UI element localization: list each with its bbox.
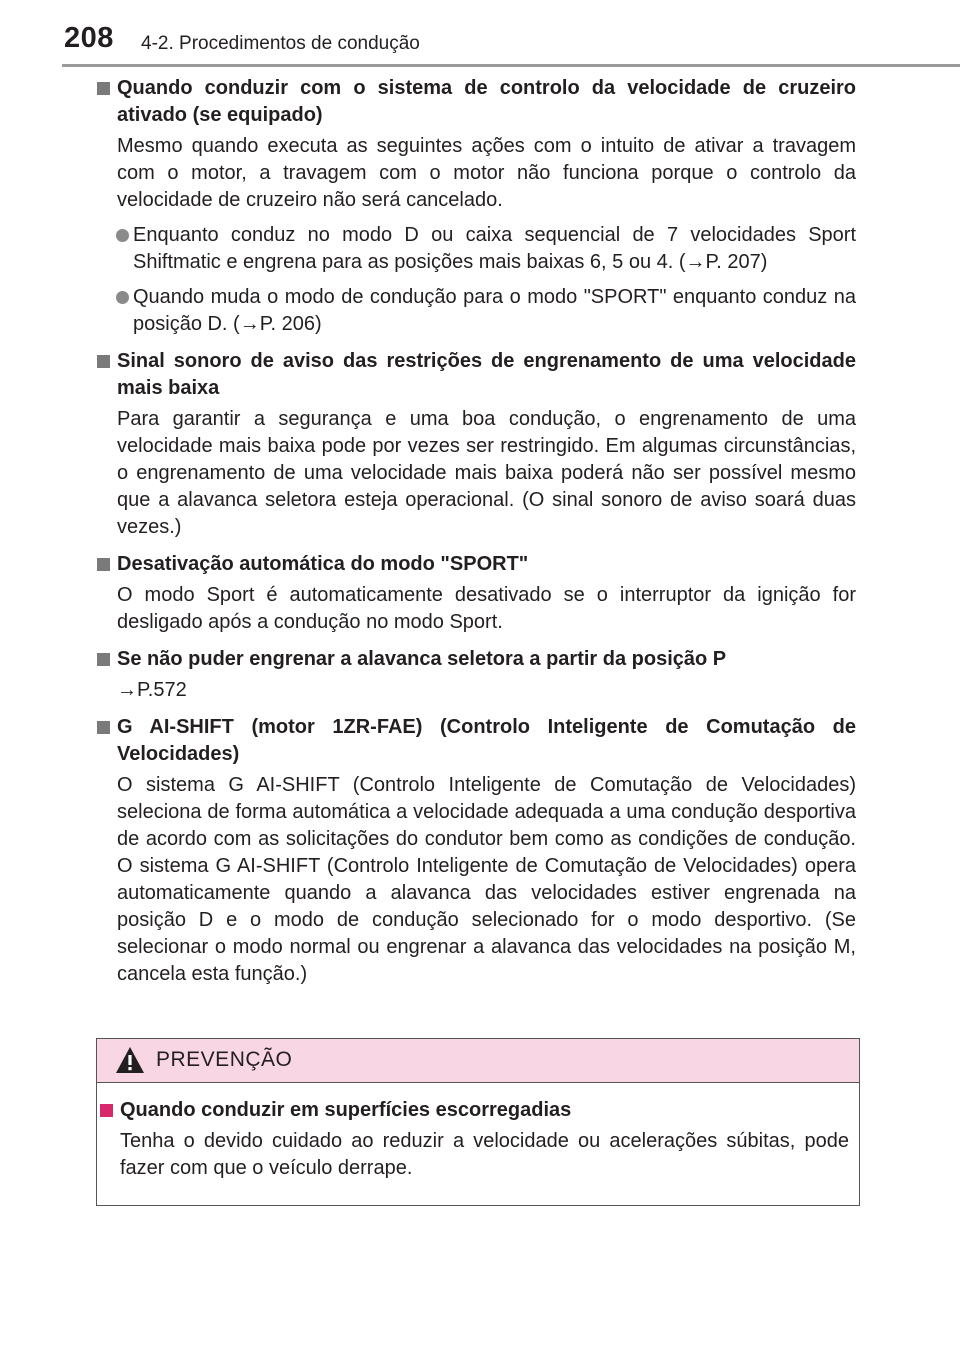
- warning-body: [99, 1097, 849, 1182]
- warning-title-bar: [97, 1039, 859, 1083]
- page-header: [0, 0, 960, 70]
- warning-heading: [99, 1097, 849, 1124]
- section-heading-text: Quando conduzir com o sistema de controlo da velocidade de cruzeiro ativado (se equipado): [117, 77, 856, 126]
- section-heading-text: Sinal sonoro de aviso das restrições de engrenamento de uma velocidade mais baixa: [117, 350, 856, 399]
- main-content: [96, 75, 856, 988]
- page-reference[interactable]: →P.572: [117, 679, 187, 701]
- section-heading: [96, 75, 856, 129]
- square-bullet-icon: [100, 1104, 113, 1117]
- warning-heading-text: Quando conduzir em superfícies escorregadias: [120, 1099, 572, 1121]
- list-item: [96, 222, 856, 276]
- section-heading-text: Desativação automática do modo "SPORT": [117, 553, 529, 575]
- section-paragraph: O sistema G AI-SHIFT (Controlo Inteligente de Comutação de Velocidades) seleciona de forma automática a velocidade adequada a uma condução desportiva de acordo com as solicitações do condutor bem como as condições de condução. O sistema G AI-SHIFT (Controlo Inteligente de Comutação de Velocidades) opera automaticamente quando a alavanca das velocidades estiver engrenada na posição D e o modo de condução selecionado for o modo desportivo. (Se selecionar o modo normal ou engrenar a alavanca das velocidades na posição M, cancela esta função.): [117, 774, 856, 985]
- chapter-title: 4-2. Procedimentos de condução: [141, 33, 420, 54]
- section-heading: [96, 646, 856, 673]
- square-bullet-icon: [97, 355, 110, 368]
- square-bullet-icon: [97, 82, 110, 95]
- circle-bullet-icon: [116, 229, 129, 242]
- square-bullet-icon: [97, 558, 110, 571]
- list-item-text: Quando muda o modo de condução para o modo "SPORT" enquanto conduz na posição D. (→P. 206): [133, 286, 856, 335]
- warning-box: [96, 1038, 860, 1206]
- section-heading-text: Se não puder engrenar a alavanca seletora a partir da posição P: [117, 648, 727, 670]
- section-paragraph: Para garantir a segurança e uma boa condução, o engrenamento de uma velocidade mais baixa pode por vezes ser restringido. Em algumas circunstâncias, o engrenamento de uma velocidade mais baixa poderá não ser possível mesmo que a alavanca seletora esteja operacional. (O sinal sonoro de aviso soará duas vezes.): [117, 408, 856, 538]
- section-heading: [96, 551, 856, 578]
- section-heading-text: G AI-SHIFT (motor 1ZR-FAE) (Controlo Inteligente de Comutação de Velocidades): [117, 716, 856, 765]
- section-heading: [96, 714, 856, 768]
- section-paragraph: Mesmo quando executa as seguintes ações com o intuito de ativar a travagem com o motor, a travagem com o motor não funciona porque o controlo da velocidade de cruzeiro não será cancelado.: [117, 135, 856, 211]
- list-item-text: Enquanto conduz no modo D ou caixa sequencial de 7 velocidades Sport Shiftmatic e engrena para as posições mais baixas 6, 5 ou 4. (→P. 207): [133, 224, 856, 273]
- square-bullet-icon: [97, 721, 110, 734]
- header-rule: [62, 64, 960, 67]
- warning-title: PREVENÇÃO: [156, 1048, 293, 1071]
- warning-triangle-icon: [115, 1046, 145, 1074]
- page-number: 208: [64, 22, 114, 54]
- list-item: [96, 284, 856, 338]
- section-paragraph: O modo Sport é automaticamente desativado se o interruptor da ignição for desligado após a condução no modo Sport.: [117, 584, 856, 633]
- circle-bullet-icon: [116, 291, 129, 304]
- section-heading: [96, 348, 856, 402]
- warning-paragraph: Tenha o devido cuidado ao reduzir a velocidade ou acelerações súbitas, pode fazer com que o veículo derrape.: [120, 1130, 849, 1179]
- square-bullet-icon: [97, 653, 110, 666]
